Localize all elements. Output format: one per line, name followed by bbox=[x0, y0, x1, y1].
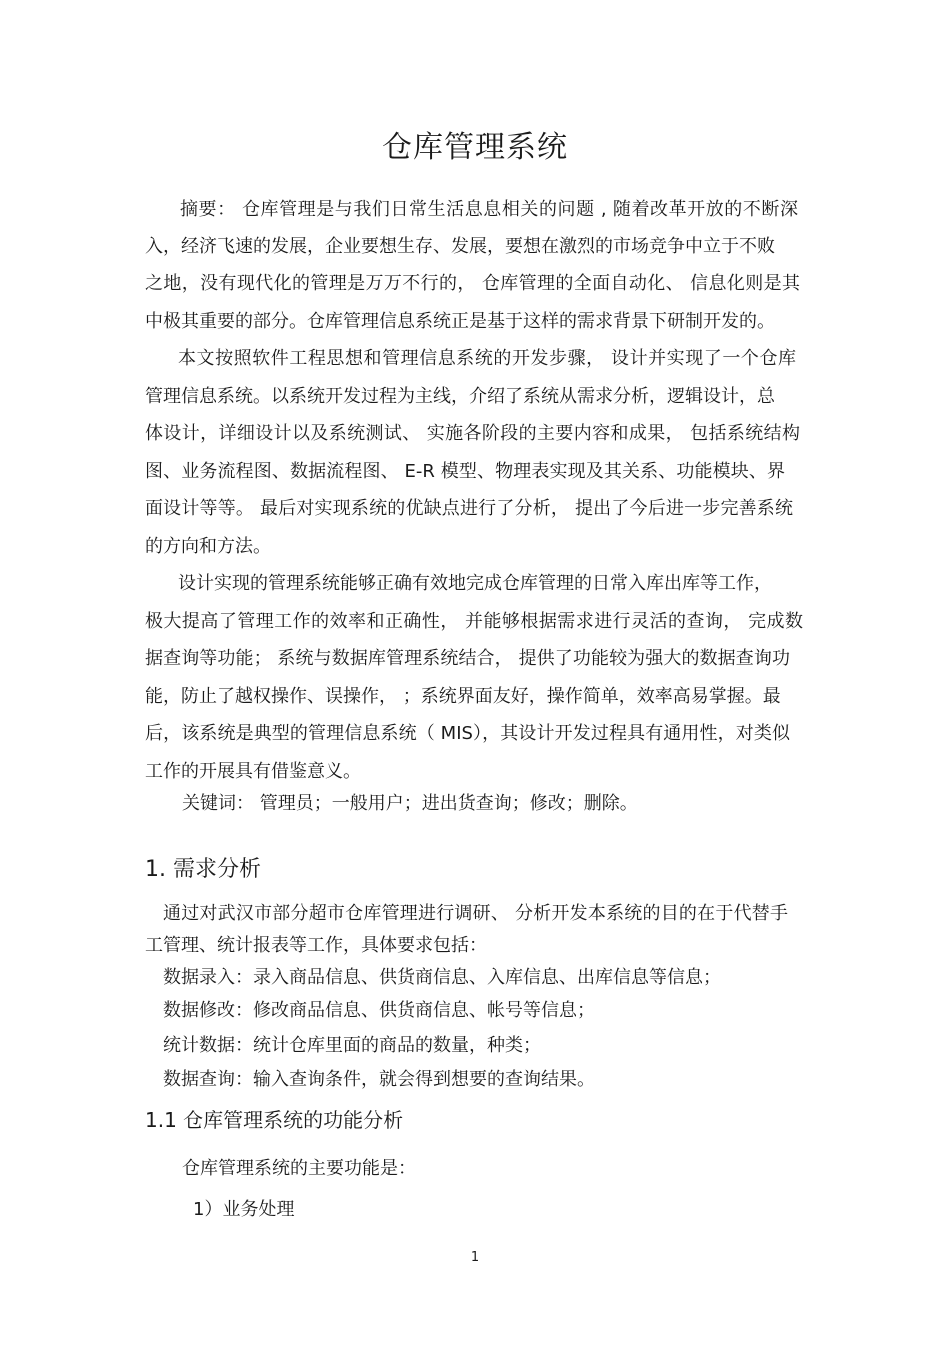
abstract-line bbox=[145, 685, 780, 709]
abstract-line bbox=[145, 722, 790, 746]
abstract-line bbox=[145, 272, 800, 296]
section-text: 工管理、统计报表等工作，具体要求包括： bbox=[145, 935, 487, 956]
abstract-text: 之地，没有现代化的管理是万万不行的， 仓库管理的全面自动化、 信息化则是其 bbox=[145, 273, 800, 294]
abstract-text: 极大提高了管理工作的效率和正确性， 并能够根据需求进行灵活的查询， 完成数 bbox=[145, 611, 803, 632]
abstract-text: 中极其重要的部分。仓库管理信息系统正是基于这样的需求背景下研制开发的。 bbox=[145, 311, 775, 332]
list-item bbox=[163, 966, 721, 990]
abstract-line bbox=[145, 385, 775, 409]
page-title: 仓库管理系统 bbox=[382, 130, 568, 165]
section-line bbox=[182, 1157, 416, 1181]
subsection-heading: 1.1 仓库管理系统的功能分析 bbox=[145, 1108, 404, 1132]
abstract-line bbox=[145, 647, 790, 671]
abstract-line bbox=[145, 235, 775, 259]
list-item bbox=[163, 1068, 595, 1092]
abstract-text: 管理信息系统。以系统开发过程为主线，介绍了系统从需求分析，逻辑设计，总 bbox=[145, 386, 775, 407]
abstract-text: 本文按照软件工程思想和管理信息系统的开发步骤， 设计并实现了一个仓库 bbox=[178, 348, 796, 369]
abstract-line bbox=[145, 497, 793, 521]
abstract-text: 工作的开展具有借鉴意义。 bbox=[145, 761, 361, 782]
abstract-text: 后，该系统是典型的管理信息系统（ MIS），其设计开发过程具有通用性，对类似 bbox=[145, 723, 790, 744]
abstract-line bbox=[145, 460, 785, 484]
abstract-text: 面设计等等。 最后对实现系统的优缺点进行了分析， 提出了今后进一步完善系统 bbox=[145, 498, 793, 519]
list-item-text: 数据修改：修改商品信息、供货商信息、帐号等信息； bbox=[163, 1000, 595, 1021]
abstract-line bbox=[180, 198, 798, 222]
list-item bbox=[163, 1034, 541, 1058]
page-number: 1 bbox=[470, 1250, 480, 1265]
abstract-text: 摘要： 仓库管理是与我们日常生活息息相关的问题 , 随着改革开放的不断深 bbox=[180, 199, 798, 220]
abstract-line bbox=[145, 310, 773, 334]
list-item-text: 统计数据：统计仓库里面的商品的数量，种类； bbox=[163, 1035, 541, 1056]
abstract-line bbox=[145, 422, 800, 446]
list-item-text: 数据查询：输入查询条件，就会得到想要的查询结果。 bbox=[163, 1069, 595, 1090]
abstract-line bbox=[145, 610, 803, 634]
abstract-line bbox=[178, 347, 796, 371]
section-line bbox=[145, 934, 487, 958]
section-text: 通过对武汉市部分超市仓库管理进行调研、 分析开发本系统的目的在于代替手 bbox=[163, 903, 788, 924]
list-item bbox=[163, 999, 595, 1023]
section-text: 仓库管理系统的主要功能是： bbox=[182, 1158, 416, 1179]
list-item bbox=[193, 1198, 294, 1222]
abstract-text: 能，防止了越权操作、误操作， ；系统界面友好，操作简单，效率高易掌握。最 bbox=[145, 686, 781, 707]
abstract-text: 据查询等功能； 系统与数据库管理系统结合， 提供了功能较为强大的数据查询功 bbox=[145, 648, 790, 669]
abstract-line bbox=[178, 572, 772, 596]
list-item-text: 1）业务处理 bbox=[193, 1199, 295, 1220]
abstract-text: 体设计，详细设计以及系统测试、 实施各阶段的主要内容和成果， 包括系统结构 bbox=[145, 423, 800, 444]
keywords-text: 关键词： 管理员；一般用户；进出货查询；修改；删除。 bbox=[182, 793, 638, 814]
abstract-text: 图、业务流程图、数据流程图、 E-R 模型、物理表实现及其关系、功能模块、界 bbox=[145, 461, 785, 482]
abstract-text: 设计实现的管理系统能够正确有效地完成仓库管理的日常入库出库等工作， bbox=[178, 573, 772, 594]
abstract-line bbox=[145, 760, 361, 784]
list-item-text: 数据录入：录入商品信息、供货商信息、入库信息、出库信息等信息； bbox=[163, 967, 721, 988]
section-line bbox=[163, 902, 788, 926]
section-heading: 1. 需求分析 bbox=[145, 857, 261, 882]
abstract-text: 的方向和方法。 bbox=[145, 536, 271, 557]
abstract-line bbox=[145, 535, 271, 559]
keywords bbox=[182, 792, 638, 816]
abstract-text: 入，经济飞速的发展，企业要想生存、发展，要想在激烈的市场竞争中立于不败 bbox=[145, 236, 775, 257]
